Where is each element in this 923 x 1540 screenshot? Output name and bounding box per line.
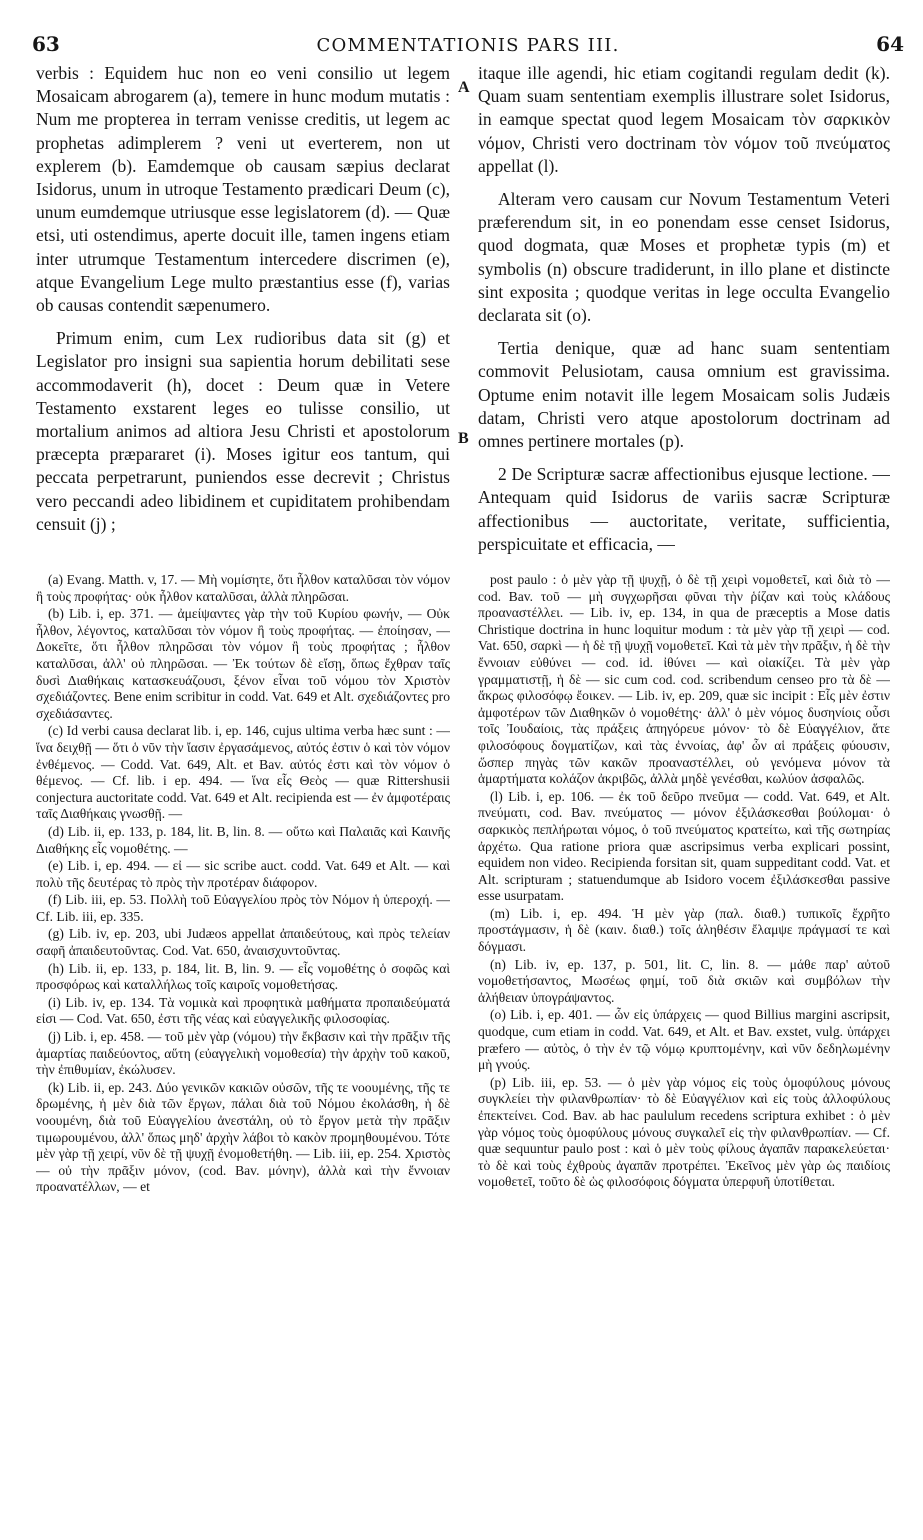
footnote: (i) Lib. iv, ep. 134. Τὰ νομικὰ καὶ προφητικὰ μαθήματα προπαιδεύματά εἰσι — Cod. Vat. 650, ἐστι τῆς νέας καὶ εὐαγγελικῆς φιλοσοφίας. <box>36 994 450 1027</box>
main-paragraph: Primum enim, cum Lex rudioribus data sit (g) et Legislator pro insigni sua sapientia horum debilitati sese accommodaverit (h), docet : Deum quæ in Vetere Testamento exstarent leges eo tulisse consilio, ut mortalium animos ad altiora Jesu Christi et apostolorum præcepta præpararet (i). Moses igitur eos tantum, qui peccata perpetrarunt, puniendos esse decrevit ; Christus vero peccandi adeo libidinem et cupiditatem prohibendam censuit (j) ; <box>36 328 450 534</box>
footnote: (p) Lib. iii, ep. 53. — ὁ μὲν γὰρ νόμος εἰς τοὺς ὁμοφύλους μόνους συγκλείει τὴν φιλανθρωπίαν· τὸ δὲ Εὐαγγέλιον καὶ εἰς τοὺς ἀλλοφύλους ἐπεκτείνει. Cod. Bav. ab hac paululum recedens scriptura exhibet : ὁ μὲν γὰρ νόμος τοὺς ὁμοφύλους μόνους συγκαλεῖ εἰς τὴν φιλανθρωπίαν. — Cf. quæ sequuntur paulo post : καὶ ὁ μὲν τοὺς φίλους ἀγαπᾶν παρακελεύεται· τὸ δὲ καὶ τοὺς ἐχθροὺς ἀγαπᾶν προτρέπει. Ἐκεῖνος μὲν γὰρ ὡς παιδίοις νομοθετεῖ, τοῦτο δὲ ὡς φιλοσόφοις δόγματα ὑπερφυῆ ὑποτίθεται. <box>478 1074 890 1190</box>
main-paragraph: Tertia denique, quæ ad hanc suam sententiam commovit Pelusiotam, causa omnium est gravissima. Optume enim notavit ille legem Mosaicam solis Judæis datam, Christi vero atque apostolorum doctrinam ad omnes pertinere mortales (p). <box>478 338 890 452</box>
footnote: (o) Lib. i, ep. 401. — ὧν εἰς ὑπάρχεις — quod Billius margini ascripsit, quodque, cum etiam in codd. Vat. 649, et Alt. et Bav. exstet, vulg. ὑπάρχει præfero — αὐτὸς, ὁ τὴν ἐν τῷ νόμῳ κρυπτομένην, καὶ νῦν δεδηλωμένην μὴ γνούς. <box>478 1007 890 1073</box>
footnote: (a) Evang. Matth. v, 17. — Μὴ νομίσητε, ὅτι ἦλθον καταλῦσαι τὸν νόμον ἢ τοὺς προφήτας· οὐκ ἦλθον καταλῦσαι, ἀλλὰ πληρῶσαι. <box>36 572 450 604</box>
running-title: COMMENTATIONIS PARS III. <box>316 35 620 56</box>
margin-marker-a: A <box>458 79 470 96</box>
main-text-left-column <box>36 62 450 560</box>
main-paragraph: itaque ille agendi, hic etiam cogitandi regulam dedit (k). Quam suam sententiam exemplis illustrare solet Isidorus, in eamque spectat quod legem Mosaicam τὸν σαρκικὸν νόμον, Christi vero doctrinam τὸν νόμον τοῦ πνεύματος appellat (l). <box>478 63 890 176</box>
footnote: (g) Lib. iv, ep. 203, ubi Judæos appellat ἀπαιδεύτους, καὶ πρὸς τελείαν σαφῆ ἀπαιδευτοῦντας. Cod. Vat. 650, ἀναισχυντοῦντας. <box>36 926 450 959</box>
footnote: (h) Lib. ii, ep. 133, p. 184, lit. B, lin. 9. — εἷς νομοθέτης ὁ σοφῶς καὶ προσφόρως καὶ καταλλήλως τοῖς καιροῖς νομοθετήσας. <box>36 960 450 993</box>
footnote: (d) Lib. ii, ep. 133, p. 184, lit. B, lin. 8. — οὕτω καὶ Παλαιᾶς καὶ Καινῆς Διαθήκης εἷς νομοθέτης. — <box>36 823 450 856</box>
footnote: (j) Lib. i, ep. 458. — τοῦ μὲν γὰρ (νόμου) τὴν ἔκβασιν καὶ τὴν πρᾶξιν τῆς ἁμαρτίας παιδεύοντος, αὕτη (εὐαγγελικὴ νομοθεσία) τὴν ἀρχὴν τοῦ κακοῦ, τὴν ἐπιθυμίαν, ἐκώλυσεν. <box>36 1029 450 1078</box>
main-paragraph: Alteram vero causam cur Novum Testamentum Veteri præferendum sit, in eo ponendam esse censet Isidorus, quod dogmata, quæ Moses et prophetæ typis (m) et symbolis (n) obscure tradiderunt, in illo plane et distincte sint exposita ; quodque veritas in lege occulta Evangelio declarata sit (o). <box>478 189 890 326</box>
footnote: (l) Lib. i, ep. 106. — ἐκ τοῦ δεῦρο πνεῦμα — codd. Vat. 649, et Alt. πνεύματι, cod. Bav. πνεύματος — μόνον ἐξιλάσκεσθαι βούλομαι· ὁ σαρκικὸς πεπλήρωται νόμος, ὁ τοῦ πνεύματος κρατείτω, καὶ τῆς σωτηρίας ἀρχέτω. Qua ratione priora quæ ascripsimus verba explicari possint, equidem non video. Recipienda forsitan sit, quam suppeditant codd. Vat. et Alt. scripturam ; statuendumque ab Isidoro vocem ἐξιλάσκεσθαι passive esse usurpatam. <box>478 788 890 904</box>
footnote: (c) Id verbi causa declarat lib. i, ep. 146, cujus ultima verba hæc sunt : — ἵνα δειχθῇ — ὅτι ὁ νῦν τὴν ἴασιν ἐργασάμενος, αὐτός ἐστιν ὁ καὶ τὸν νόμον ἐνθέμενος. — Codd. Vat. 649, Alt. et Bav. αὐτός ἐστι καὶ τὸν νόμον ὁ θέμενος. — Cf. lib. i ep. 494. — ἵνα εἷς Θεὸς — quæ Rittershusii conjectura auctoritate codd. Vat. 649 et Alt. recipienda est — ἐν ἀμφοτέραις ταῖς Διαθήκαις γνωσθῇ. — <box>36 723 450 822</box>
footnote: (e) Lib. i, ep. 494. — εἰ — sic scribe auct. codd. Vat. 649 et Alt. — καὶ πολὺ τῆς δευτέρας τὸ πρὸς τὴν προτέραν διάφορον. <box>36 858 450 890</box>
main-text-right-column <box>478 62 890 560</box>
section-heading-paragraph: 2 De Scripturæ sacræ affectionibus ejusque lectione. — Antequam quid Isidorus de variis sacræ Scripturæ affectionibus — auctoritate, veritate, sufficientia, perspicuitate et efficacia, — <box>478 464 890 554</box>
footnote: (b) Lib. i, ep. 371. — ἀμείψαντες γὰρ τὴν τοῦ Κυρίου φωνήν, — Οὐκ ἦλθον, λέγοντος, καταλῦσαι τὸν νόμον ἢ τοὺς προφήτας. — ἐποίησαν, — Δοκεῖτε, ὅτι ἦλθον πληρῶσαι τὸν νόμον ἢ τοὺς προφήτας ; ἦλθον καταλῦσαι, ἀλλ' οὐ πληρῶσαι. — Ἐκ τούτων δὲ εἴσῃ, ὅπως ἔχθραν ταῖς δυσὶ Διαθήκαις κατασκευάζουσι, ξένον εἶναι τοῦ νόμου τὸν Χριστὸν σχεδιάζοντες. Bene enim scribitur in codd. Vat. 649 et Alt. σχεδιάζοντες pro σχεδιάσαντες. <box>36 606 450 721</box>
running-header <box>32 30 904 60</box>
page-number-right: 64 <box>876 32 904 56</box>
margin-marker-b: B <box>458 430 469 447</box>
footnote: post paulo : ὁ μὲν γὰρ τῇ ψυχῇ, ὁ δὲ τῇ χειρὶ νομοθετεῖ, καὶ διὰ τὸ — cod. Bav. τοῦ — μὴ συγχωρῆσαι φῦναι τὴν ῥίζαν καὶ τοὺς κλάδους προαναστέλλει. — Lib. iv, ep. 134, in qua de præceptis a Mose datis Christique doctrina in hunc loquitur modum : τὰ μὲν γὰρ τῇ χειρὶ — cod. Vat. 650, σαρκὶ — ἡ δὲ τῇ ψυχῇ νομοθετεῖ. Καὶ τὰ μὲν τὴν πρᾶξιν, ἡ δὲ τὴν ἔννοιαν εὐθύνει — cod. id. ἰθύνει — καὶ οἰακίζει. Τὰ μὲν γὰρ γραμματιστῇ, ἡ δὲ — sic cum cod. cod. scribendum censeo pro τὰ δὲ — ἄκρως φιλοσόφῳ ἔοικεν. — Lib. iv, ep. 209, quæ sic incipit : Εἷς μὲν ἐστιν ἀμφοτέρων τῶν Διαθηκῶν ὁ νομοθέτης· ἀλλ' ὁ μὲν νόμος δυσηνίοις οὖσι τοῖς Ἰουδαίοις, τὰς πράξεις ἀπηγόρευε μόνον· τὸ δὲ Εὐαγγέλιον, ἅτε φιλοσόφους δογματίζων, καὶ τὰς ἐννοίας, ἀφ' ὧν αἱ πράξεις φύουσιν, ὥσπερ πηγὰς τῶν κακῶν προαναστέλλει, οὐ γενόμενα μόνον τὰ ἁμαρτήματα κολάζον ἀκριβῶς, ἀλλὰ μηδὲ γενέσθαι, κωλύον ἀσφαλῶς. <box>478 572 890 787</box>
footnotes-right-column <box>478 572 890 1522</box>
footnote: (k) Lib. ii, ep. 243. Δύο γενικῶν κακιῶν οὐσῶν, τῆς τε νοουμένης, τῆς τε δρωμένης, ἡ μὲν διὰ τῶν ἔργων, πάλαι διὰ τοῦ Νόμου ἐκολάσθη, ἡ δὲ νοουμένη, διὰ τοῦ Εὐαγγελίου ἀνεστάλη, οὐ τὸ ἔργον μετὰ τὴν πρᾶξιν τιμωρουμένου, ἀλλ' ὅπως μηδ' ἀρχὴν λάβοι τὸ κακὸν προμηθουμένου. Τότε μὲν γὰρ τῇ χειρί, νῦν δὲ τῇ ψυχῇ ἐνομοθετήθη. — Lib. iii, ep. 254. Χριστὸς — οὐ τὴν πρᾶξιν μόνον, (cod. Bav. μόνην), ἀλλὰ καὶ τὴν ἔννοιαν προανατέλλων, — et <box>36 1079 450 1195</box>
footnote: (n) Lib. iv, ep. 137, p. 501, lit. C, lin. 8. — μάθε παρ' αὐτοῦ νομοθετήσαντος, Μωσέως φημί, τοῦ διὰ σκιῶν καὶ συμβόλων τὴν ἀλήθειαν ὑπογράψαντος. <box>478 956 890 1005</box>
footnote: (f) Lib. iii, ep. 53. Πολλὴ τοῦ Εὐαγγελίου πρὸς τὸν Νόμον ἡ ὑπεροχή. — Cf. Lib. iii, ep. 335. <box>36 892 450 924</box>
page-number-left: 63 <box>32 32 60 56</box>
footnote: (m) Lib. i, ep. 494. Ἡ μὲν γὰρ (παλ. διαθ.) τυπικοῖς ἔχρῆτο προστάγμασιν, ἡ δὲ (καιν. διαθ.) τοῖς ἀληθέσιν ἔλαμψε πράγμασί τε καὶ δόγμασι. <box>478 905 890 955</box>
footnotes-left-column <box>36 572 450 1522</box>
main-paragraph: verbis : Equidem huc non eo veni consilio ut legem Mosaicam abrogarem (a), temere in hunc modum mutatis : Num me propterea in terram venisse creditis, ut legem ac prophetas adimplerem ? veni ut everterem, non ut explerem (b). Eamdemque ob causam sæpius declarat Isidorus, unum in utroque Testamento prædicari Deum (c), unum eumdemque utriusque esse legislatorem (d). — Quæ etsi, uti ostendimus, aperte docuit ille, tamen ingens etiam inter utrumque Testamentum intercedere discrimen (e), atque Evangelium Lege multo præstantius esse (f), varias ob causas contendit sæpenumero. <box>36 63 450 316</box>
